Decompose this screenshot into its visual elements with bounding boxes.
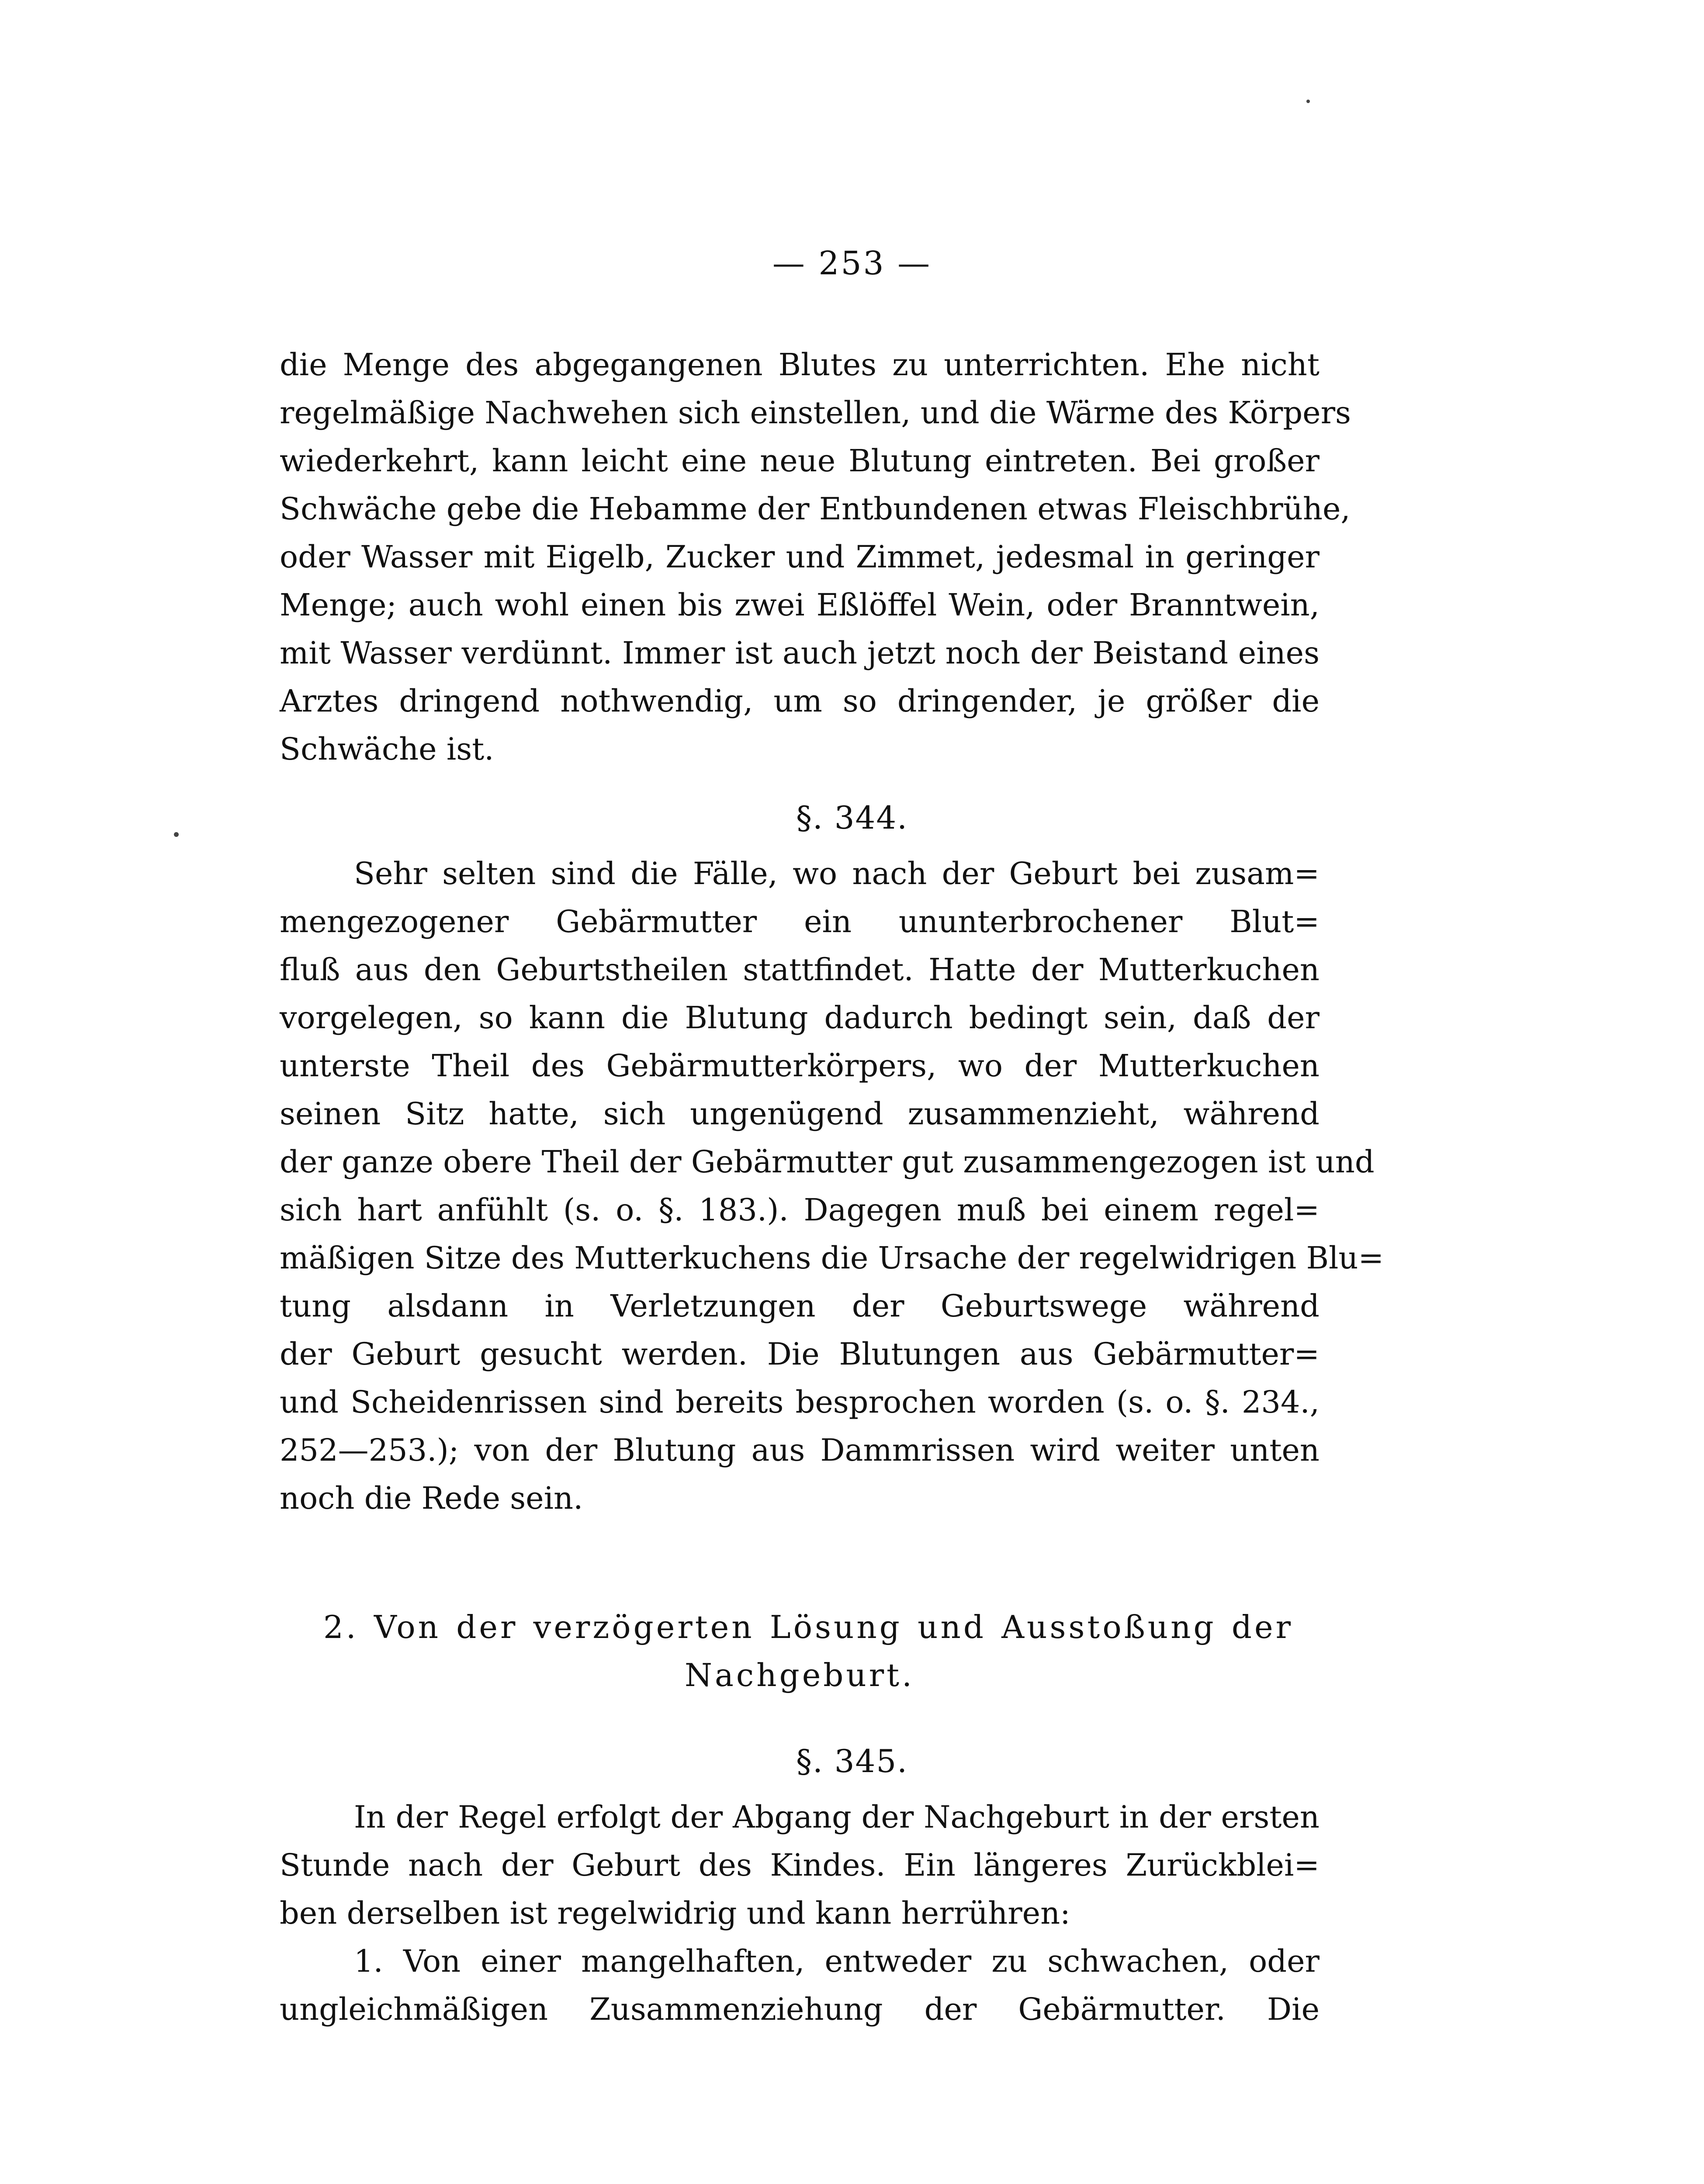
text-line: wiederkehrt, kann leicht eine neue Blutung eintreten. Bei großer [280, 443, 1320, 479]
text-line: der ganze obere Theil der Gebärmutter gut zusammengezogen ist und [280, 1144, 1375, 1180]
page-number: — 253 — [772, 245, 932, 282]
text-line: vorgelegen, so kann die Blutung dadurch bedingt sein, daß der [280, 1000, 1320, 1036]
text-line: In der Regel erfolgt der Abgang der Nachgeburt in der ersten [354, 1799, 1320, 1835]
paragraph-345 [280, 1793, 1320, 2033]
text-line: Menge; auch wohl einen bis zwei Eßlöffel Wein, oder Branntwein, [280, 587, 1320, 623]
text-line: fluß aus den Geburtstheilen stattfindet. Hatte der Mutterkuchen [280, 952, 1320, 988]
text-line: seinen Sitz hatte, sich ungenügend zusammenzieht, während [280, 1096, 1320, 1132]
text-line: 252—253.); von der Blutung aus Dammrissen wird weiter unten [280, 1432, 1320, 1468]
text-line: noch die Rede sein. [280, 1480, 583, 1516]
paragraph-continued [280, 341, 1351, 773]
text-line: tung alsdann in Verletzungen der Geburtswege während [280, 1288, 1320, 1324]
text-line: mit Wasser verdünnt. Immer ist auch jetzt noch der Beistand eines [280, 635, 1320, 671]
text-line: sich hart anfühlt (s. o. §. 183.). Dagegen muß bei einem regel= [280, 1192, 1320, 1228]
text-line: Schwäche gebe die Hebamme der Entbundenen etwas Fleischbrühe, [280, 491, 1351, 527]
text-line: mengezogener Gebärmutter ein ununterbrochener Blut= [280, 904, 1320, 940]
chapter-heading [280, 1603, 1320, 1699]
text-line: ben derselben ist regelwidrig und kann herrühren: [280, 1895, 1070, 1931]
paragraph-344 [280, 850, 1384, 1522]
text-line: Schwäche ist. [280, 731, 494, 767]
text-line: regelmäßige Nachwehen sich einstellen, und die Wärme des Körpers [280, 395, 1351, 431]
text-line: ungleichmäßigen Zusammenziehung der Gebärmutter. Die [280, 1991, 1320, 2027]
section-heading-345: §. 345. [796, 1743, 908, 1780]
text-line: Sehr selten sind die Fälle, wo nach der Geburt bei zusam= [354, 856, 1320, 892]
text-line: 1. Von einer mangelhaften, entweder zu schwachen, oder [354, 1943, 1320, 1979]
text-line: und Scheidenrissen sind bereits besprochen worden (s. o. §. 234., [280, 1384, 1320, 1420]
section-heading-344: §. 344. [796, 799, 908, 836]
text-line: unterste Theil des Gebärmutterkörpers, wo der Mutterkuchen [280, 1048, 1320, 1084]
print-speck [1306, 100, 1310, 103]
text-line: Arztes dringend nothwendig, um so dringender, je größer die [280, 683, 1320, 719]
chapter-heading-line: 2. Von der verzögerten Lösung und Ausstoßung der [323, 1609, 1293, 1645]
text-line: die Menge des abgegangenen Blutes zu unterrichten. Ehe nicht [280, 347, 1320, 383]
chapter-heading-line: Nachgeburt. [684, 1657, 915, 1693]
text-line: mäßigen Sitze des Mutterkuchens die Ursache der regelwidrigen Blu= [280, 1240, 1384, 1276]
text-line: oder Wasser mit Eigelb, Zucker und Zimmet, jedesmal in geringer [280, 539, 1320, 575]
text-line: Stunde nach der Geburt des Kindes. Ein längeres Zurückblei= [280, 1847, 1320, 1883]
text-line: der Geburt gesucht werden. Die Blutungen aus Gebärmutter= [280, 1336, 1320, 1372]
